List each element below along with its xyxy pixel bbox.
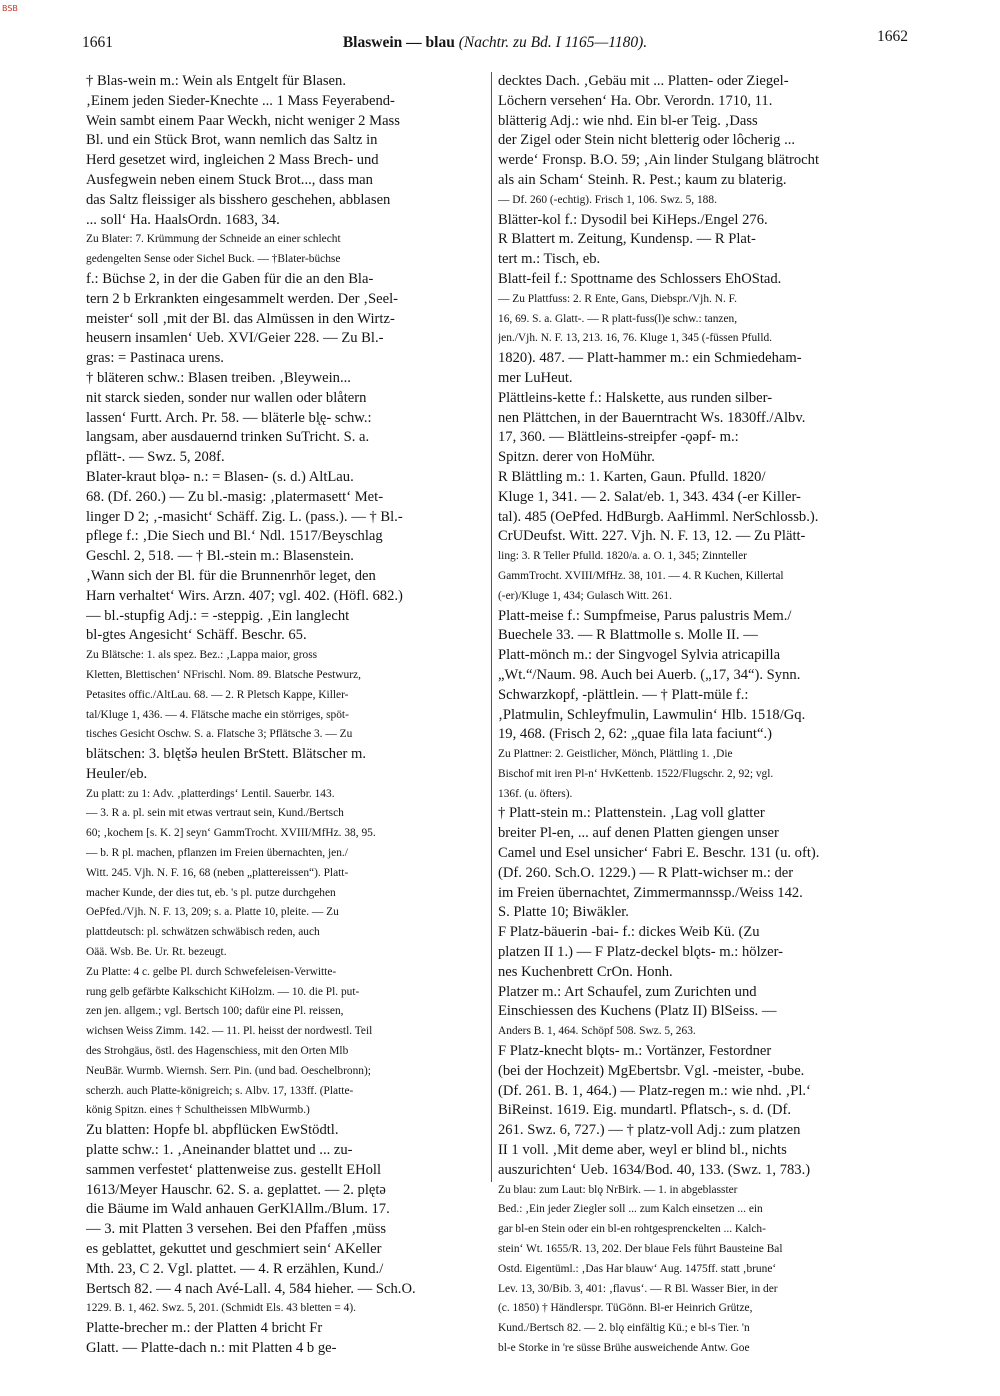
text-line: GammTrocht. XVIII/MfHz. 38, 101. — 4. R Kuchen, Killertal (498, 569, 784, 582)
text-line: Heuler/eb. (86, 765, 148, 782)
text-line: Löchern versehen‘ Ha. Obr. Verordn. 1710, 11. (498, 92, 773, 109)
text-line: Lev. 13, 30/Bib. 3, 401: ‚flavus‘. — R Bl. Wasser Bier, in der (498, 1282, 778, 1295)
text-line: langsam, aber ausdauernd trinken SuTricht. S. a. (86, 429, 370, 446)
text-line: es geblattet, gekuttet und geschmiert sein‘ AKeller (86, 1241, 382, 1258)
text-line: platte schw.: 1. ‚Aneinander blattet und ... zu- (86, 1142, 353, 1159)
text-line: Zu Blätsche: 1. als spez. Bez.: ‚Lappa maior, gross (86, 649, 318, 662)
text-line: der Zigel oder Stein nicht bletterig oder lôcherig ... (498, 132, 796, 149)
text-line: Bertsch 82. — 4 nach Avé-Lall. 4, 584 hieher. — Sch.O. (86, 1280, 416, 1297)
text-line: Camel und Esel unsicher‘ Fabri E. Beschr. 131 (u. oft). (498, 845, 820, 862)
text-line: des Strohgäus, östl. des Hagenschiess, mit den Orten Mlb (86, 1045, 349, 1058)
text-line: OePfed./Vjh. N. F. 13, 209; s. a. Platte 10, pleite. — Zu (86, 906, 339, 919)
text-line: Zu blau: zum Laut: blǫ NrBirk. — 1. in abgeblasster (498, 1183, 738, 1196)
text-line: — Df. 260 (-echtig). Frisch 1, 106. Swz. 5, 188. (498, 193, 717, 206)
text-line: † bläteren schw.: Blasen treiben. ‚Bleywein... (86, 369, 351, 386)
text-line: F Platz-knecht blǫts- m.: Vortänzer, Festordner (498, 1043, 772, 1060)
text-line: tal). 485 (OePfed. HdBurgb. AaHimml. NerSchlossb.). (498, 508, 819, 525)
text-line: gras: = Pastinaca urens. (86, 350, 224, 367)
text-line: Harn verhaltet‘ Wirs. Arzn. 407; vgl. 402. (Höfl. 682.) (86, 587, 403, 604)
text-line: Spitzn. derer von HoMühr. (498, 449, 655, 466)
text-line: Zu Platte: 4 c. gelbe Pl. durch Schwefeleisen-Verwitte- (86, 965, 337, 978)
text-line: im Freien übernachtet, Zimmermannssp./Weiss 142. (498, 884, 803, 901)
text-line: die Bäume im Wald anhauen GerKlAllm./Blum. 17. (86, 1201, 390, 1218)
dictionary-columns (86, 72, 898, 1372)
text-line: 1820). 487. — Platt-hammer m.: ein Schmiedeham- (498, 350, 802, 367)
text-line: blätschen: 3. blętšə heulen BrStett. Blätscher m. (86, 746, 367, 763)
text-line: 1613/Meyer Hauschr. 62. S. a. geplattet. — 2. plętə (86, 1181, 386, 1198)
text-line: R Blattert m. Zeitung, Kundensp. — R Plat- (498, 231, 756, 248)
text-line: (-er)/Kluge 1, 434; Gulasch Witt. 261. (498, 589, 672, 602)
text-line: F Platz-bäuerin -bai- f.: dickes Weib Kü. (Zu (498, 924, 760, 941)
text-line: Wein sambt einem Paar Weckh, nicht weniger 2 Mass (86, 112, 400, 129)
text-line: Bed.: ‚Ein jeder Ziegler soll ... zum Kalch einsetzen ... ein (498, 1203, 763, 1216)
text-line: Witt. 245. Vjh. N. F. 16, 68 (neben „plattereissen“). Platt- (86, 866, 349, 879)
text-line: werde‘ Fronsp. B.O. 59; ‚Ain linder Stulgang blätrocht (498, 152, 820, 169)
text-line: Geschl. 2, 518. — † Bl.-stein m.: Blasenstein. (86, 548, 354, 565)
text-line: — 3. mit Platten 3 versehen. Bei den Pfaffen ‚müss (86, 1221, 387, 1238)
text-line: als ain Scham‘ Steinh. R. Pest.; kaum zu blaterig. (498, 171, 787, 188)
text-line: Blatt-feil f.: Spottname des Schlossers EhOStad. (498, 270, 782, 287)
library-stamp: BSB (2, 4, 18, 13)
text-line: nes Kuchenbrett CrOn. Honh. (498, 963, 673, 980)
text-line: könig Spitzn. eines † Schultheissen MlbWurmb.) (86, 1104, 310, 1117)
text-line: 68. (Df. 260.) — Zu bl.-masig: ‚platermasett‘ Met- (86, 488, 384, 505)
text-line: † Platt-stein m.: Plattenstein. ‚Lag voll glatter (498, 805, 765, 822)
text-line: ling: 3. R Teller Pfulld. 1820/a. a. O. 1, 345; Zinnteller (498, 550, 747, 563)
text-line: „Wt.“/Naum. 98. Auch bei Auerb. („17, 34“). Synn. (498, 666, 801, 683)
text-line: 60; ‚kochem [s. K. 2] seyn‘ GammTrocht. XVIII/MfHz. 38, 95. (86, 827, 376, 840)
text-line: ... soll‘ Ha. HaalsOrdn. 1683, 34. (86, 211, 280, 228)
text-line: gedengelten Sense oder Sichel Buck. — †Blater-büchse (86, 253, 341, 266)
text-line: Platte-brecher m.: der Platten 4 bricht Fr (86, 1320, 323, 1337)
text-line: stein‘ Wt. 1655/R. 13, 202. Der blaue Fels führt Bausteine Bal (498, 1243, 783, 1256)
right-column (498, 72, 898, 1372)
text-line: tern 2 b Erkrankten eingesammelt werden. Der ‚Seel- (86, 290, 399, 307)
text-line: (c. 1850) † Händlerspr. TüGönn. Bl-er Heinrich Grütze, (498, 1302, 753, 1315)
text-line: 136f. (u. öfters). (498, 787, 573, 800)
text-line: Zu platt: zu 1: Adv. ‚platterdings‘ Lentil. Sauerbr. 143. (86, 787, 335, 800)
text-line: CrUDeufst. Witt. 227. Vjh. N. F. 13, 12. — Zu Plätt- (498, 528, 806, 545)
text-line: ‚Wann sich der Bl. für die Brunnenrhōr leget, den (86, 567, 376, 584)
text-line: Herd gesetzet wird, ingleichen 2 Mass Brech- und (86, 152, 379, 169)
text-line: blätterig Adj.: wie nhd. Ein bl-er Teig. ‚Dass (498, 112, 758, 129)
text-line: NeuBär. Wurmb. Wiernsh. Serr. Pin. (und bad. Oeschelbronn); (86, 1064, 371, 1077)
text-line: (Df. 261. B. 1, 464.) — Platz-regen m.: wie nhd. ‚Pl.‘ (498, 1082, 811, 1099)
text-line: Zu blatten: Hopfe bl. abpflücken EwStödtl. (86, 1122, 339, 1139)
text-line: R Blättling m.: 1. Karten, Gaun. Pfulld. 1820/ (498, 468, 766, 485)
text-line: Bl. und ein Stück Brot, wann nemlich das Saltz in (86, 132, 378, 149)
text-line: — Zu Plattfuss: 2. R Ente, Gans, Diebspr./Vjh. N. F. (498, 292, 737, 305)
text-line: bl-gtes Angesicht‘ Schäff. Beschr. 65. (86, 627, 307, 644)
text-line: auszurichten‘ Ueb. 1634/Bod. 40, 133. (Swz. 1, 783.) (498, 1161, 811, 1178)
text-line: 19, 468. (Frisch 2, 62: „quae fila lata faciunt“.) (498, 726, 772, 743)
running-title-bold: Blaswein — blau (342, 34, 455, 51)
text-line: Petasites offic./AltLau. 68. — 2. R Pletsch Kappe, Killer- (86, 688, 349, 701)
page-header (82, 28, 908, 56)
text-line: 1229. B. 1, 462. Swz. 5, 201. (Schmidt Els. 43 bletten = 4). (86, 1302, 356, 1315)
text-line: breiter Pl-en, ... auf denen Platten giengen unser (498, 825, 779, 842)
text-line: Kund./Bertsch 82. — 2. blǫ einfältig Kü.; e bl-s Tier. 'n (498, 1322, 750, 1335)
text-line: tisches Gesicht Oschw. S. a. Flatsche 3; Pflätsche 3. — Zu (86, 728, 353, 741)
text-line: II 1 voll. ‚Mit deme aber, weyl er blind bl., nichts (498, 1142, 787, 1159)
text-line: pflege f.: ‚Die Siech und Bl.‘ Ndl. 1517/Beyschlag (86, 528, 383, 545)
text-line: Blater-kraut blǫə- n.: = Blasen- (s. d.) AltLau. (86, 468, 354, 485)
text-line: Glatt. — Platte-dach n.: mit Platten 4 b ge- (86, 1340, 337, 1356)
text-line: bl-e Storke in 're süsse Brühe ausweichende Antw. Goe (498, 1342, 750, 1354)
text-line: Bischof mit iren Pl-n‘ HvKettenb. 1522/Flugschr. 2, 92; vgl. (498, 767, 774, 780)
text-line: — b. R pl. machen, pflanzen im Freien übernachten, jen./ (86, 847, 348, 860)
text-line: 261. Swz. 6, 727.) — † platz-voll Adj.: zum platzen (498, 1122, 801, 1139)
text-line: zen jen. allgem.; vgl. Bertsch 100; dafür eine Pl. reissen, (86, 1005, 344, 1018)
text-line: ‚Einem jeden Sieder-Knechte ... 1 Mass Feyerabend- (86, 92, 395, 109)
text-line: tal/Kluge 1, 436. — 4. Flätsche mache ein störriges, spöt- (86, 708, 349, 721)
text-line: meister‘ soll ‚mit der Bl. das Almüssen in den Wirtz- (86, 310, 395, 327)
text-line: Buechele 33. — R Blattmolle s. Molle II. — (498, 627, 758, 644)
text-line: BiReinst. 1619. Eig. mundartl. Pflatsch-, s. d. (Df. (498, 1102, 792, 1119)
text-line: Ausfegwein neben einem Stuck Brot..., dass man (86, 171, 373, 188)
text-line: platzen II 1.) — F Platz-deckel blǫts- m.: hölzer- (498, 944, 784, 961)
column-divider (491, 72, 492, 1182)
text-line: scherzh. auch Platte-königreich; s. Albv. 17, 133ff. (Platte- (86, 1084, 354, 1097)
text-line: sammen verfestet‘ plattenweise zus. gestellt EHoll (86, 1161, 382, 1178)
text-line: nit starck sieden, sonder nur wallen oder blåtern (86, 389, 367, 406)
text-line: Platzer m.: Art Schaufel, zum Zurichten und (498, 983, 757, 1000)
text-line: Schwarzkopf, -plättlein. — † Platt-müle f.: (498, 686, 749, 703)
text-line: macher Kunde, der dies tut, eb. 's pl. putze durchgehen (86, 886, 336, 899)
text-line: tert m.: Tisch, eb. (498, 251, 601, 268)
text-line: Kletten, Blettischen‘ NFrischl. Nom. 89. Blatsche Pestwurz, (86, 668, 361, 681)
text-line: Anders B. 1, 464. Schöpf 508. Swz. 5, 263. (498, 1025, 696, 1038)
text-line: ‚Platmulin, Schleyfmulin, Lawmulin‘ Hlb. 1518/Gq. (498, 706, 806, 723)
text-line: rung gelb gefärbte Kalkschicht KiHolzm. — 10. die Pl. put- (86, 985, 360, 998)
text-line: — 3. R a. pl. sein mit etwas vertraut sein, Kund./Bertsch (86, 807, 344, 820)
text-line: Zu Blater: 7. Krümmung der Schneide an einer schlecht (86, 233, 341, 246)
text-line: Blätter-kol f.: Dysodil bei KiHeps./Engel 276. (498, 211, 768, 228)
left-column (86, 72, 486, 1372)
text-line: Mth. 23, C 2. Vgl. plattet. — 4. R erzählen, Kund./ (86, 1260, 384, 1277)
text-line: Ostd. Eigentüml.: ‚Das Har blauw‘ Aug. 1475ff. statt ‚brune‘ (498, 1262, 777, 1275)
right-page-number: 1662 (877, 28, 908, 45)
text-line: wichsen Weiss Zimm. 142. — 11. Pl. heisst der nordwestl. Teil (86, 1025, 373, 1038)
text-line: † Blas-wein m.: Wein als Entgelt für Blasen. (86, 73, 346, 89)
left-page-number: 1661 (82, 34, 113, 51)
text-line: f.: Büchse 2, in der die Gaben für die an den Bla- (86, 270, 374, 287)
text-line: Einschiessen des Kuchens (Platz II) BlSeiss. — (498, 1003, 777, 1020)
text-line: 16, 69. S. a. Glatt-. — R platt-fuss(l)e schw.: tanzen, (498, 312, 738, 325)
text-line: plattdeutsch: pl. schwätzen schwäbisch reden, auch (86, 926, 320, 939)
text-line: mer LuHeut. (498, 369, 573, 386)
text-line: S. Platte 10; Biwäkler. (498, 904, 629, 921)
text-line: lassen‘ Furtt. Arch. Pr. 58. — bläterle bl̨ę- schw.: (86, 409, 372, 426)
text-line: pflätt-. — Swz. 5, 208f. (86, 449, 225, 466)
text-line: — bl.-stupfig Adj.: = -steppig. ‚Ein langlecht (86, 607, 350, 624)
running-title-italic: (Nachtr. zu Bd. I 1165—1180). (458, 34, 648, 51)
text-line: das Saltz fleissiger als bisshero geschehen, abblasen (86, 191, 391, 208)
text-line: Plättleins-kette f.: Halskette, aus runden silber- (498, 389, 773, 406)
running-title (82, 34, 908, 52)
text-line: Zu Plattner: 2. Geistlicher, Mönch, Plättling 1. ‚Die (498, 748, 733, 761)
text-line: Platt-meise f.: Sumpfmeise, Parus palustris Mem./ (498, 607, 792, 624)
text-line: linger D 2; ‚-masicht‘ Schäff. Zig. L. (pass.). — † Bl.- (86, 508, 403, 525)
text-line: decktes Dach. ‚Gebäu mit ... Platten- oder Ziegel- (498, 73, 789, 89)
text-line: 17, 360. — Blättleins-streipfer -ǫəpf- m.: (498, 429, 739, 446)
text-line: Platt-mönch m.: der Singvogel Sylvia atricapilla (498, 647, 781, 664)
text-line: nen Plättchen, in der Bauerntracht Ws. 1830ff./Albv. (498, 409, 806, 426)
text-line: heusern insamlen‘ Ueb. XVI/Geier 228. — Zu Bl.- (86, 330, 384, 347)
text-line: (bei der Hochzeit) MgEbertsbr. Vgl. -meister, -bube. (498, 1062, 805, 1079)
text-line: gar bl-en Stein oder ein bl-en rohtgesprenckelten ... Kalch- (498, 1223, 766, 1236)
text-line: Kluge 1, 341. — 2. Salat/eb. 1, 343. 434 (-er Killer- (498, 488, 801, 505)
text-line: jen./Vjh. N. F. 13, 213. 16, 76. Kluge 1, 345 (-füssen Pfulld. (498, 332, 773, 345)
text-line: Oää. Wsb. Be. Ur. Rt. bezeugt. (86, 946, 227, 959)
text-line: (Df. 260. Sch.O. 1229.) — R Platt-wichser m.: der (498, 864, 794, 881)
